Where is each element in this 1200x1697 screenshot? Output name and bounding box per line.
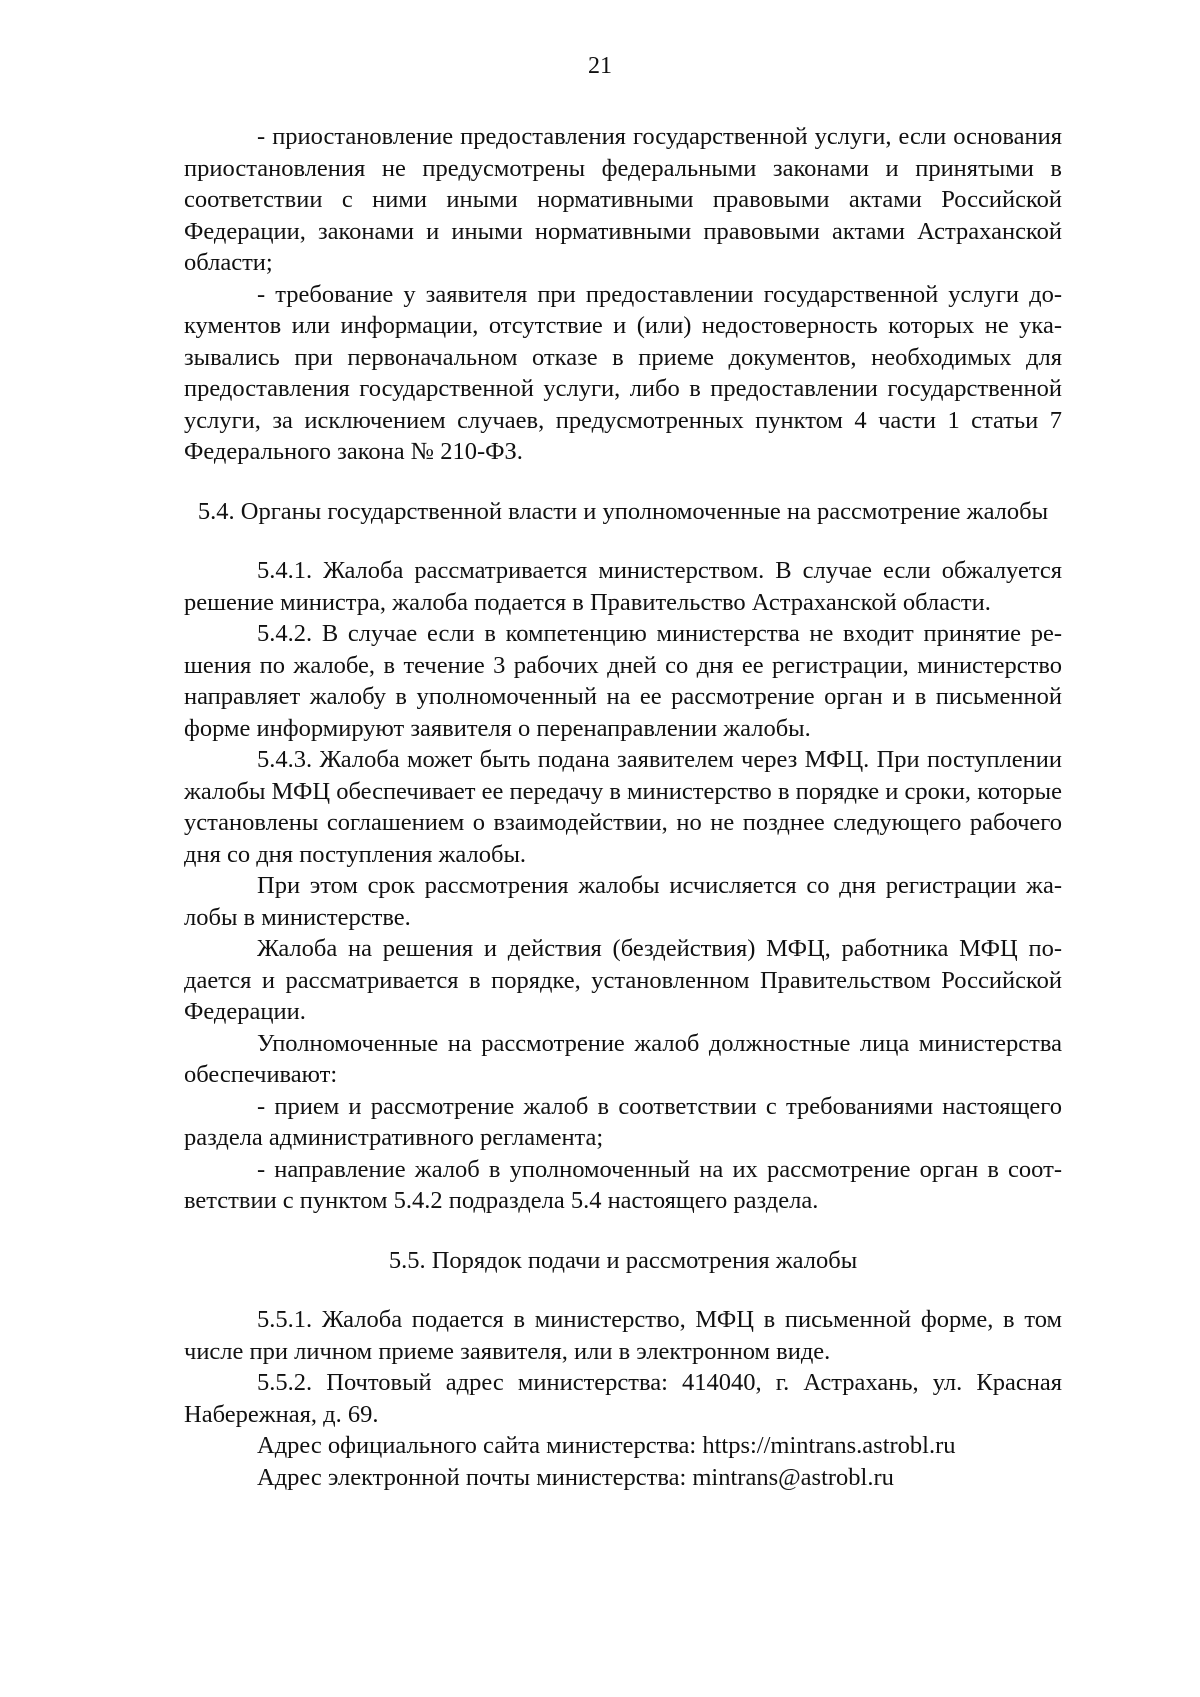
- paragraph-5-5-2: 5.5.2. Почтовый адрес министерства: 414040, г. Астрахань, ул. Красная Набережная, д. 69.: [184, 1369, 1062, 1428]
- paragraph-5-5-1: 5.5.1. Жалоба подается в министерство, МФЦ в письменной форме, в том числе при личном приеме заявителя, или в электронном виде.: [184, 1306, 1062, 1365]
- section-heading-5-5: 5.5. Порядок подачи и рассмотрения жалобы: [388, 1246, 858, 1274]
- paragraph-document-requirement: - требование у заявителя при предоставлении государственной услуги документов или информации, отсутствие и (или) недостоверность которых не указывались при первоначальном отказе в приеме документов, необходимых для предоставления государственной услуги, либо в предоставлении государственной услуги, за исключением случаев, предусмотренных пунктом 4 части 1 статьи 7 Федерального закона № 210-ФЗ.: [184, 280, 1062, 465]
- paragraph-email-address: Адрес электронной почты министерства: mintrans@astrobl.ru: [257, 1463, 894, 1491]
- paragraph-5-4-1: 5.4.1. Жалоба рассматривается министерством. В случае если обжалуется решение министра, жалоба подается в Правительство Астраханской области.: [184, 557, 1062, 616]
- paragraph-5-4-2: 5.4.2. В случае если в компетенцию министерства не входит принятие решения по жалобе, в течение 3 рабочих дней со дня ее регистрации, министерство направляет жалобу в уполномоченный на ее рассмотрение орган и в письменной форме информируют заявителя о перенаправлении жалобы.: [184, 620, 1062, 742]
- section-heading-5-4: 5.4. Органы государственной власти и уполномоченные на рассмотрение жалобы: [197, 497, 1049, 525]
- document-body: [184, 121, 1062, 1493]
- paragraph-list-item-forwarding: - направление жалоб в уполномоченный на их рассмотрение орган в соответствии с пунктом 5.4.2 подраздела 5.4 настоящего раздела.: [184, 1155, 1062, 1214]
- page-number: 21: [588, 53, 612, 79]
- paragraph-5-4-3: 5.4.3. Жалоба может быть подана заявителем через МФЦ. При поступлении жалобы МФЦ обеспечивает ее передачу в министерство в порядке и сроки, которые установлены соглашением о взаимодействии, но не позднее следующего рабочего дня со дня поступления жалобы.: [184, 746, 1062, 868]
- paragraph-list-item-review: - прием и рассмотрение жалоб в соответствии с требованиями настоящего раздела административного регламента;: [184, 1092, 1062, 1151]
- paragraph-website-address: Адрес официального сайта министерства: https://mintrans.astrobl.ru: [257, 1432, 956, 1459]
- paragraph-review-term: При этом срок рассмотрения жалобы исчисляется со дня регистрации жалобы в министерстве.: [184, 872, 1062, 931]
- paragraph-mfc-complaint: Жалоба на решения и действия (бездействия) МФЦ, работника МФЦ подается и рассматривается в порядке, установленном Правительством Российской Федерации.: [184, 935, 1062, 1025]
- paragraph-suspension: - приостановление предоставления государственной услуги, если основания приостановления не предусмотрены федеральными законами и принятыми в соответствии с ними иными нормативными правовыми актами Российской Федерации, законами и иными нормативными правовыми актами Астраханской области;: [184, 123, 1062, 276]
- paragraph-authorized-officials: Уполномоченные на рассмотрение жалоб должностные лица министерства обеспечивают:: [184, 1029, 1062, 1088]
